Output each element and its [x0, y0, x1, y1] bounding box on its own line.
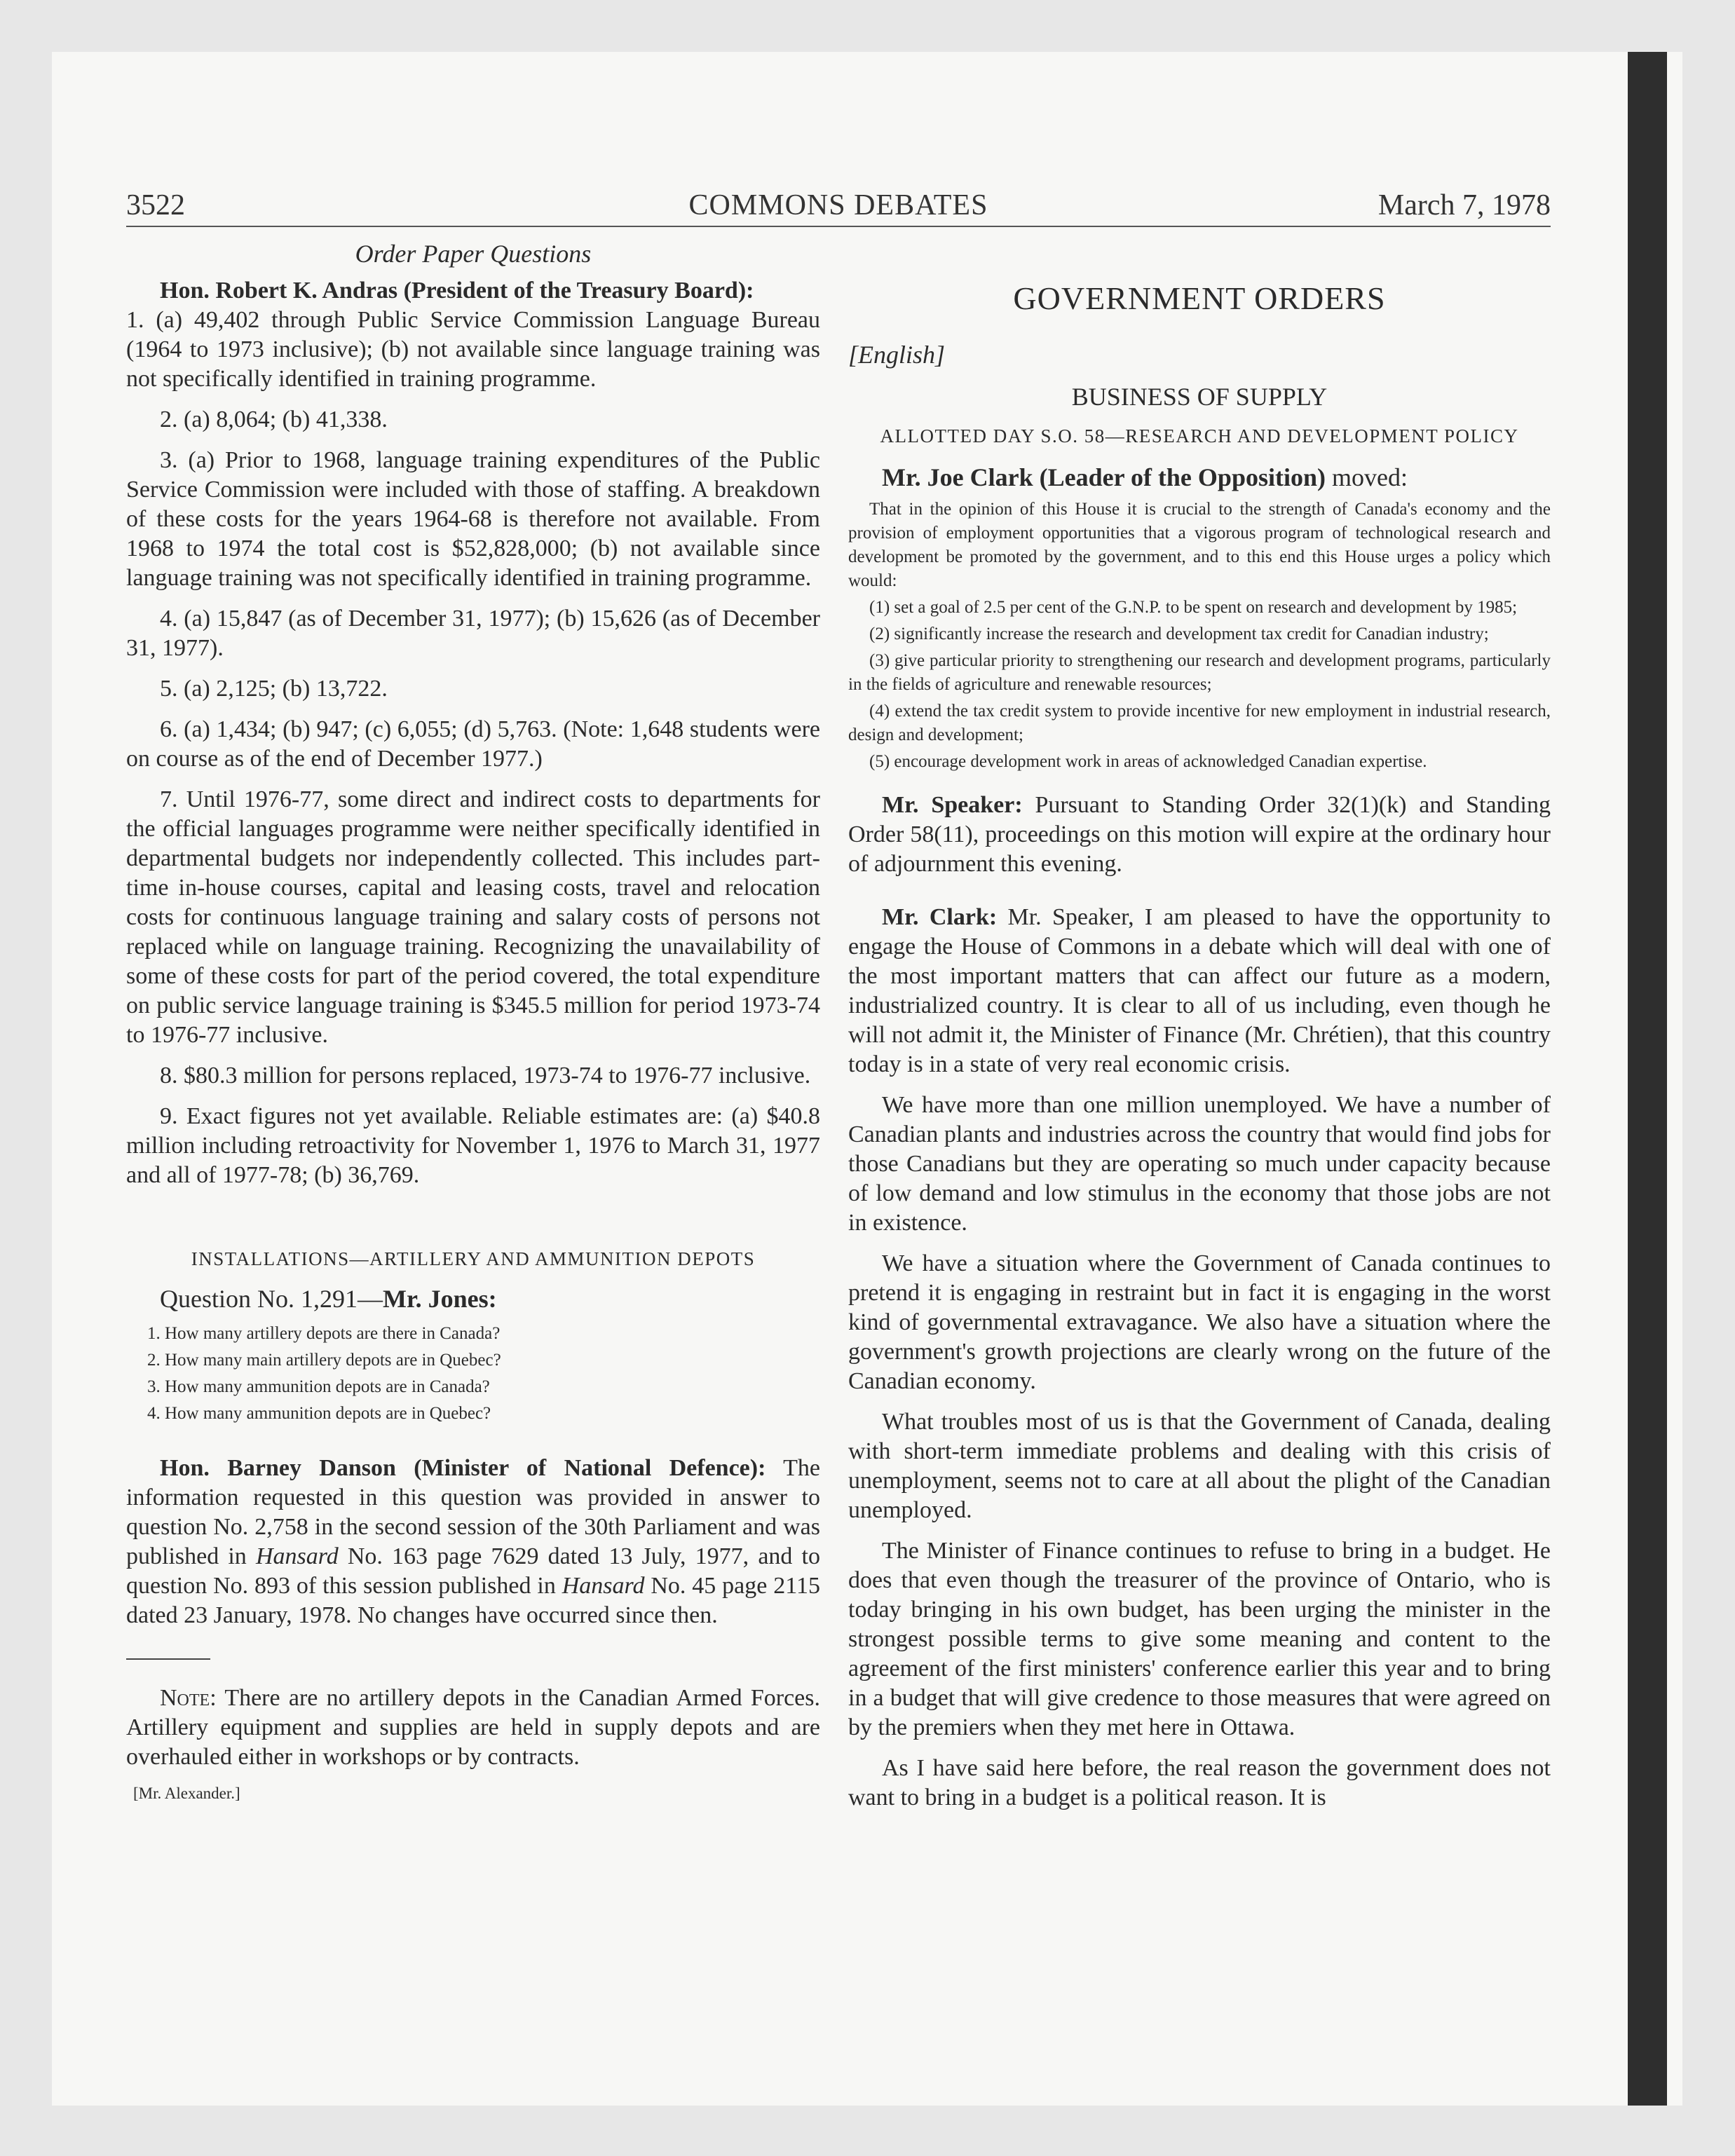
language-tag: [English] [848, 341, 946, 369]
answer-5: 5. (a) 2,125; (b) 13,722. [160, 676, 388, 702]
speech-paragraph: As I have said here before, the real reason the government does not want to bring in a budget is a political reason. It is [848, 1755, 1551, 1810]
motion-item: (3) give particular priority to strengthening our research and development programs, particularly in the fields of agriculture and renewable resources; [848, 651, 1551, 694]
question-item: 1. How many artillery depots are there in Canada? [147, 1324, 501, 1343]
footnote-rule [126, 1658, 210, 1660]
speaker-label: Mr. Speaker: [882, 792, 1023, 818]
danson-speaker: Hon. Barney Danson (Minister of National Defence): [160, 1455, 766, 1481]
answer-2: 2. (a) 8,064; (b) 41,338. [160, 407, 388, 432]
section-title: Order Paper Questions [355, 240, 592, 268]
publication-title: COMMONS DEBATES [688, 189, 988, 221]
speech-paragraph: What troubles most of us is that the Government of Canada, dealing with short-term immediate problems and dealing with this crisis of unemployment, seems not to care at all about the plight of the Canadian unemployed. [848, 1409, 1551, 1523]
answer-7: 7. Until 1976-77, some direct and indirect costs to departments for the official languages programme were neither specifically identified in departmental budgets nor independently collected. This includes part-time in-house courses, capital and leasing costs, travel and relocation costs for continuous language training and salary costs of persons not replaced while on language training. Recognizing the unavailability of some of these costs for part of the period covered, the total expenditure on public service language training is $345.5 million for period 1973-74 to 1976-77 inclusive. [126, 786, 820, 1048]
question-item: 4. How many ammunition depots are in Quebec? [147, 1404, 491, 1423]
running-header [126, 188, 1551, 227]
answer-9: 9. Exact figures not yet available. Reliable estimates are: (a) $40.8 million including retroactivity for November 1, 1976 to March 31, 1977 and all of 1977-78; (b) 36,769. [126, 1103, 820, 1188]
question-member: Mr. Jones: [383, 1285, 497, 1313]
header-date: March 7, 1978 [1377, 189, 1551, 221]
motion-intro: That in the opinion of this House it is crucial to the strength of Canada's economy and the provision of employment opportunities that a vigorous program of technological research and development be promoted by the government, and to this end this House urges a policy which would: [848, 500, 1551, 590]
answer-1: 1. (a) 49,402 through Public Service Commission Language Bureau (1964 to 1973 inclusive); (b) not available since language training was not specifically identified in training programme. [126, 307, 820, 392]
question-item: 3. How many ammunition depots are in Canada? [147, 1377, 490, 1396]
clark-speech: Mr. Clark: Mr. Speaker, I am pleased to have the opportunity to engage the House of Commons in a debate which will deal with one of the most important matters that can affect our future as a modern, industrialized country. It is clear to all of us including, even though he will not admit it, the Minister of Finance (Mr. Chrétien), that this country today is in a state of very real economic crisis. [848, 904, 1551, 1077]
speech-paragraph: We have more than one million unemployed. We have a number of Canadian plants and industries across the country that would find jobs for those Canadians but they are operating so much under capacity because of low demand and low stimulus in the economy that those jobs are not in existence. [848, 1092, 1551, 1236]
installations-heading: INSTALLATIONS—ARTILLERY AND AMMUNITION DEPOTS [191, 1248, 756, 1269]
speech-paragraph: The Minister of Finance continues to refuse to bring in a budget. He does that even though the treasurer of the province of Ontario, who is today bringing in his own budget, has been urging the minister in the strongest possible terms to give some meaning and content to the agreement of the first ministers' conference earlier this year and to bring in a budget that will give credence to those measures that were agreed on by the premiers when they met here in Ottawa. [848, 1538, 1551, 1740]
motion-item: (2) significantly increase the research and development tax credit for Canadian industry; [869, 625, 1489, 643]
speaker-name: Hon. Robert K. Andras (President of the Treasury Board): [160, 278, 754, 303]
answer-6: 6. (a) 1,434; (b) 947; (c) 6,055; (d) 5,763. (Note: 1,648 students were on course as of the end of December 1977.) [126, 716, 820, 772]
motion-mover: Mr. Joe Clark (Leader of the Opposition) moved: [882, 463, 1408, 491]
motion-item: (5) encourage development work in areas of acknowledged Canadian expertise. [869, 752, 1427, 771]
hansard-ref: Hansard [255, 1543, 339, 1569]
left-column [126, 238, 820, 1804]
danson-answer: Hon. Barney Danson (Minister of National Defence): The information requested in this question was provided in answer to question No. 2,758 in the second session of the 30th Parliament and was published in Hansard No. 163 page 7629 dated 13 July, 1977, and to question No. 893 of this session published in Hansard No. 45 page 2115 dated 23 January, 1978. No changes have occurred since then. [126, 1455, 820, 1628]
motion-item: (4) extend the tax credit system to provide incentive for new employment in industrial research, design and development; [848, 702, 1551, 744]
clark-label: Mr. Clark: [882, 904, 998, 930]
question-line [126, 1284, 820, 1314]
right-column [848, 238, 1551, 1824]
speech-paragraph: We have a situation where the Government of Canada continues to pretend it is engaging in restraint but in fact it is engaging in the worst kind of governmental extravagance. We also have a situation where the government's growth projections are clearly wrong on the future of the Canadian economy. [848, 1250, 1551, 1394]
allotted-day: ALLOTTED DAY S.O. 58—RESEARCH AND DEVELOPMENT POLICY [880, 425, 1519, 446]
question-item: 2. How many main artillery depots are in Quebec? [147, 1351, 501, 1370]
page-number: 3522 [126, 189, 185, 221]
business-of-supply: BUSINESS OF SUPPLY [1071, 383, 1328, 411]
mover-name: Mr. Joe Clark (Leader of the Opposition) [882, 463, 1326, 491]
government-orders-title: GOVERNMENT ORDERS [1013, 280, 1386, 316]
hansard-ref: Hansard [562, 1573, 645, 1599]
scan-edge [1628, 52, 1667, 2106]
note-paragraph: Note: There are no artillery depots in the Canadian Armed Forces. Artillery equipment and supplies are held in supply depots and are overhauled either in workshops or by contracts. [126, 1685, 820, 1770]
andras-answer [126, 276, 820, 306]
answer-3: 3. (a) Prior to 1968, language training expenditures of the Public Service Commission were included with those of staffing. A breakdown of these costs for the years 1964-68 is therefore not available. From 1968 to 1974 the total cost is $52,828,000; (b) not available since language training was not specifically identified in training programme. [126, 447, 820, 591]
motion-item: (1) set a goal of 2.5 per cent of the G.N.P. to be spent on research and development by 1985; [869, 598, 1518, 617]
question-prefix: Question No. 1,291— [160, 1285, 383, 1313]
answer-4: 4. (a) 15,847 (as of December 31, 1977); (b) 15,626 (as of December 31, 1977). [126, 606, 820, 661]
answer-8: 8. $80.3 million for persons replaced, 1973-74 to 1976-77 inclusive. [160, 1063, 811, 1089]
speaker-ruling: Mr. Speaker: Pursuant to Standing Order 32(1)(k) and Standing Order 58(11), proceedings on this motion will expire at the ordinary hour of adjournment this evening. [848, 792, 1551, 877]
note-label: Note: [160, 1685, 217, 1711]
speaker-attribution: [Mr. Alexander.] [133, 1785, 240, 1802]
